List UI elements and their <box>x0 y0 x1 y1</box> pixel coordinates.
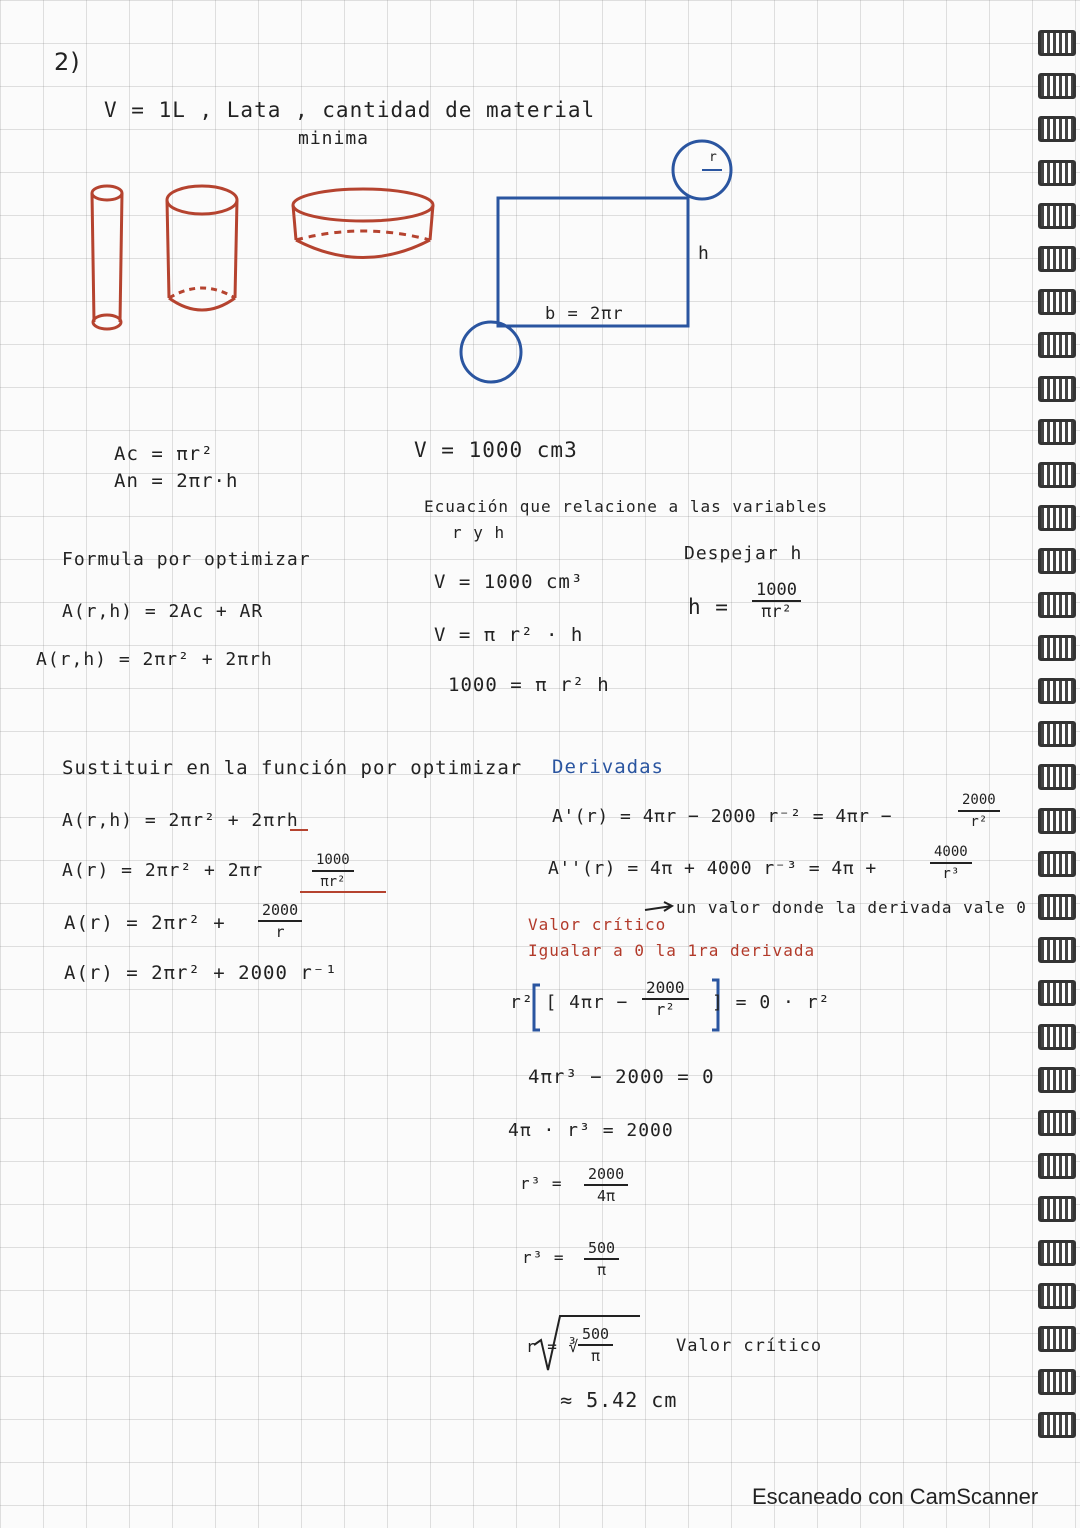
area-circle: Ac = πr² <box>114 443 214 465</box>
substitute-line3-numerator: 2000 <box>258 900 302 922</box>
diagram-label-r: r <box>709 150 718 165</box>
relation-step-2: V = π r² · h <box>434 624 584 646</box>
critical-note: un valor donde la derivada vale 0 <box>676 898 1027 917</box>
critical-step1-numerator: 2000 <box>642 978 689 1000</box>
second-derivative-fraction <box>930 842 972 884</box>
critical-step6-numerator: 500 <box>578 1324 613 1346</box>
flat-cylinder-sketch <box>293 189 433 258</box>
critical-step4-lhs: r³ = <box>520 1174 563 1193</box>
critical-step4-numerator: 2000 <box>584 1164 628 1186</box>
area-rectangle: An = 2πr·h <box>114 470 239 492</box>
relation-step-3: 1000 = π r² h <box>448 674 610 696</box>
substitute-line2-fraction <box>312 850 354 892</box>
critical-label: Valor crítico <box>528 915 667 934</box>
critical-step1-fraction <box>642 978 689 1020</box>
substitute-line2-denominator: πr² <box>320 874 346 890</box>
formula-line2: A(r,h) = 2πr² + 2πrh <box>36 649 273 670</box>
despejar-fraction <box>752 580 801 622</box>
critical-step1-post: ] = 0 · r² <box>712 992 831 1013</box>
critical-step4-denominator: 4π <box>597 1187 616 1205</box>
statement-line1: V = 1L , Lata , cantidad de material <box>104 98 596 122</box>
substitute-line2-numerator: 1000 <box>312 850 354 872</box>
critical-step1-denominator: r² <box>655 1000 675 1019</box>
critical-step6-fraction <box>578 1324 613 1366</box>
problem-number: 2) <box>54 48 81 76</box>
despejar-lhs: h = <box>688 595 729 619</box>
critical-step5-fraction <box>584 1238 619 1280</box>
critical-step1-pre: r² [ 4πr − <box>510 992 629 1013</box>
formula-title: Formula por optimizar <box>62 549 311 570</box>
formula-line1: A(r,h) = 2Ac + AR <box>62 601 264 622</box>
first-derivative-numerator: 2000 <box>958 790 1000 812</box>
substitute-line4: A(r) = 2πr² + 2000 r⁻¹ <box>64 962 338 984</box>
relation-title-line2: r y h <box>452 523 506 542</box>
second-derivative-numerator: 4000 <box>930 842 972 864</box>
relation-title-line1: Ecuación que relacione a las variables <box>424 497 829 516</box>
despejar-label: Despejar h <box>684 543 803 564</box>
first-derivative: A'(r) = 4πr − 2000 r⁻² = 4πr − <box>552 806 893 827</box>
tall-cylinder-sketch <box>92 186 122 329</box>
critical-step5-lhs: r³ = <box>522 1248 565 1267</box>
critical-step3: 4π · r³ = 2000 <box>508 1120 674 1141</box>
second-derivative-denominator: r³ <box>942 866 960 882</box>
unrolled-can-diagram <box>461 141 731 382</box>
substitute-title: Sustituir en la función por optimizar <box>62 757 523 779</box>
volume-value: V = 1000 cm3 <box>414 438 578 462</box>
statement-line2: minima <box>298 128 370 149</box>
first-derivative-denominator: r² <box>970 814 988 830</box>
despejar-numerator: 1000 <box>752 580 801 602</box>
derivatives-title: Derivadas <box>552 756 664 778</box>
critical-step5-numerator: 500 <box>584 1238 619 1260</box>
critical-step6-denominator: π <box>591 1347 601 1365</box>
substitute-line3-denominator: r <box>275 923 285 941</box>
diagram-label-h: h <box>698 243 710 264</box>
substitute-line2: A(r) = 2πr² + 2πr <box>62 860 264 881</box>
diagram-label-b: b = 2πr <box>545 304 624 324</box>
critical-step6-label: Valor crítico <box>676 1336 823 1356</box>
substitute-line3: A(r) = 2πr² + <box>64 912 226 934</box>
critical-result: ≈ 5.42 cm <box>560 1388 678 1412</box>
scanner-watermark: Escaneado con CamScanner <box>752 1484 1039 1509</box>
relation-step-1: V = 1000 cm³ <box>434 571 584 593</box>
critical-step4-fraction <box>584 1164 628 1206</box>
medium-cylinder-sketch <box>167 186 237 310</box>
critical-instruction: Igualar a 0 la 1ra derivada <box>528 941 816 960</box>
critical-step2: 4πr³ − 2000 = 0 <box>528 1066 715 1088</box>
critical-step6-lhs: r = ∛ <box>526 1337 580 1356</box>
first-derivative-fraction <box>958 790 1000 832</box>
substitute-line3-fraction <box>258 900 302 942</box>
substitute-line1: A(r,h) = 2πr² + 2πrh <box>62 810 299 831</box>
critical-step5-denominator: π <box>597 1261 607 1279</box>
despejar-denominator: πr² <box>761 602 792 622</box>
second-derivative: A''(r) = 4π + 4000 r⁻³ = 4π + <box>548 858 877 879</box>
